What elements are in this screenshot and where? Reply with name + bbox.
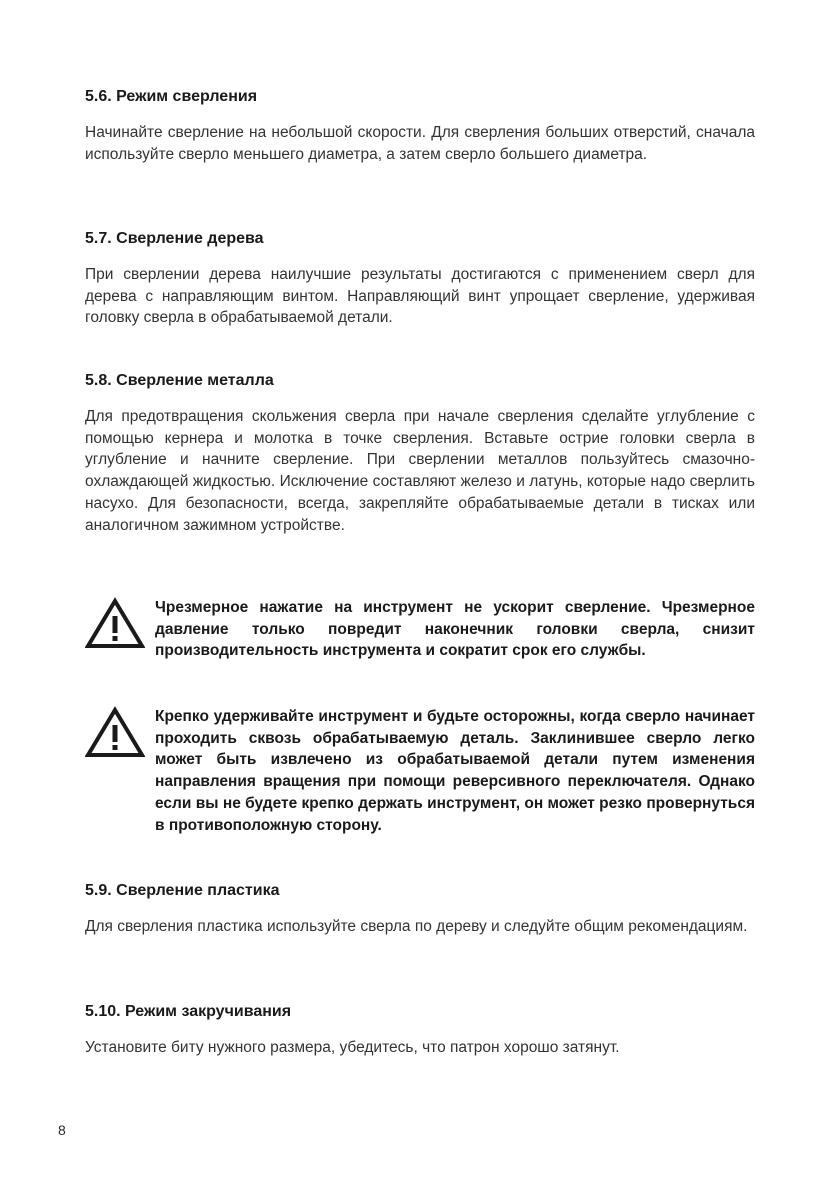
section-wood-drilling bbox=[85, 229, 755, 329]
section-heading: 5.8. Сверление металла bbox=[85, 372, 274, 389]
warning-block bbox=[85, 706, 755, 836]
section-heading: 5.6. Режим сверления bbox=[85, 88, 258, 105]
section-drilling-mode bbox=[85, 87, 755, 165]
section-text: Для сверления пластика используйте сверла по дереву и следуйте общим рекомендациям. bbox=[85, 918, 748, 935]
section-text: При сверлении дерева наилучшие результаты достигаются с применением сверл для дерева с направляющим винтом. Направляющий винт упрощает сверление, удерживая головку сверла в обрабатываемой детали. bbox=[85, 266, 755, 327]
section-screwing-mode bbox=[85, 1002, 755, 1059]
section-text: Начинайте сверление на небольшой скорости. Для сверления больших отверстий, сначала используйте сверло меньшего диаметра, а затем сверло большего диаметра. bbox=[85, 124, 755, 163]
warning-text: Крепко удерживайте инструмент и будьте осторожны, когда сверло начинает проходить сквозь обрабатываемую деталь. Заклинившее сверло легко может быть извлечено из обрабатываемой детали путем изменения направления вращения при помощи реверсивного переключателя. Однако если вы не будете крепко держать инструмент, он может резко провернуться в противоположную сторону. bbox=[155, 708, 755, 834]
section-plastic-drilling bbox=[85, 881, 755, 938]
page-number: 8 bbox=[58, 1122, 66, 1138]
section-text: Установите биту нужного размера, убедитесь, что патрон хорошо затянут. bbox=[85, 1039, 620, 1056]
warning-text: Чрезмерное нажатие на инструмент не ускорит сверление. Чрезмерное давление только повредит наконечник головки сверла, снизит производительность инструмента и сократит срок его службы. bbox=[155, 599, 755, 660]
warning-icon bbox=[85, 597, 145, 649]
section-heading: 5.7. Сверление дерева bbox=[85, 230, 264, 247]
warning-icon bbox=[85, 706, 145, 758]
warning-block bbox=[85, 597, 755, 662]
section-heading: 5.9. Сверление пластика bbox=[85, 882, 280, 899]
section-heading: 5.10. Режим закручивания bbox=[85, 1003, 292, 1020]
section-metal-drilling bbox=[85, 371, 755, 536]
section-text: Для предотвращения скольжения сверла при начале сверления сделайте углубление с помощью кернера и молотка в точке сверления. Вставьте острие головки сверла в углубление и начните сверление. При сверлении металлов пользуйтесь смазочно-охлаждающей жидкостью. Исключение составляют железо и латунь, которые надо сверлить насухо. Для безопасности, всегда, закрепляйте обрабатываемые детали в тисках или аналогичном зажимном устройстве. bbox=[85, 408, 755, 534]
